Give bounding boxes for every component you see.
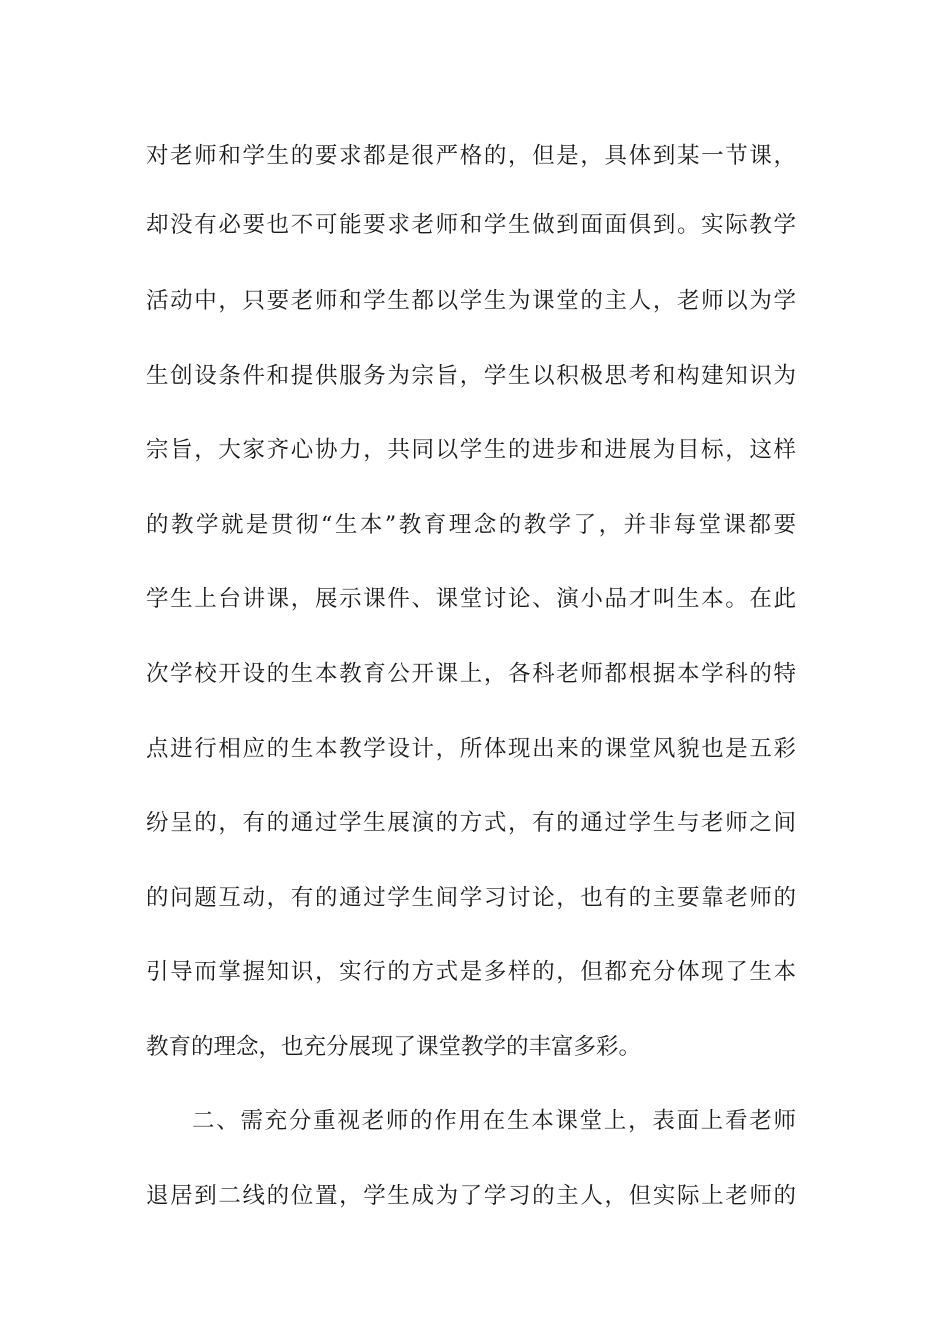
text-line-15: 退居到二线的位置，学生成为了学习的主人，但实际上老师的: [146, 1183, 796, 1209]
text-line-5: 宗旨，大家齐心协力，共同以学生的进步和进展为目标，这样: [146, 437, 796, 463]
text-line-1: 对老师和学生的要求都是很严格的，但是，具体到某一节课，: [146, 143, 796, 169]
text-line-6: 的教学就是贯彻“生本”教育理念的教学了，并非每堂课都要: [146, 512, 796, 538]
text-line-2: 却没有必要也不可能要求老师和学生做到面面俱到。实际教学: [146, 212, 796, 238]
text-line-7: 学生上台讲课，展示课件、课堂讨论、演小品才叫生本。在此: [146, 586, 796, 612]
text-line-9: 点进行相应的生本教学设计，所体现出来的课堂风貌也是五彩: [146, 736, 796, 762]
text-line-3: 活动中，只要老师和学生都以学生为课堂的主人，老师以为学: [146, 288, 796, 314]
text-line-13: 教育的理念，也充分展现了课堂教学的丰富多彩。: [146, 1034, 642, 1060]
text-line-11: 的问题互动，有的通过学生间学习讨论，也有的主要靠老师的: [146, 885, 796, 911]
paragraph-heading-line: 二、需充分重视老师的作用在生本课堂上，表面上看老师: [192, 1108, 796, 1134]
text-line-12: 引导而掌握知识，实行的方式是多样的，但都充分体现了生本: [146, 959, 796, 985]
text-line-10: 纷呈的，有的通过学生展演的方式，有的通过学生与老师之间: [146, 810, 796, 836]
text-line-4: 生创设条件和提供服务为宗旨，学生以积极思考和构建知识为: [146, 363, 796, 389]
text-line-8: 次学校开设的生本教育公开课上，各科老师都根据本学科的特: [146, 661, 796, 687]
